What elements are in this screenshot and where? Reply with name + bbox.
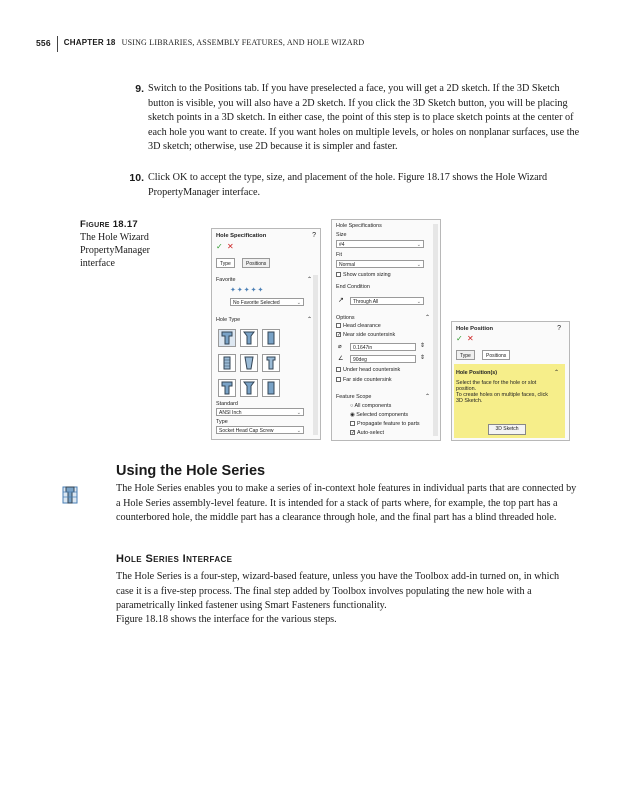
- chapter-title: USING LIBRARIES, ASSEMBLY FEATURES, AND HOLE WIZARD: [121, 38, 365, 47]
- custom-sizing-checkbox[interactable]: [336, 272, 391, 278]
- note-message-1: Select the face for the hole or slot position.: [456, 380, 537, 392]
- countersink-icon[interactable]: [240, 329, 258, 347]
- help-icon[interactable]: ?: [312, 232, 316, 239]
- collapse-icon[interactable]: ⌃: [306, 277, 312, 283]
- step-9: [135, 82, 580, 155]
- fit-label: Fit: [336, 252, 342, 258]
- custom-sizing-label: Show custom sizing: [343, 272, 391, 278]
- panel-title: Hole Specification: [216, 233, 267, 239]
- standard-label: Standard: [216, 401, 238, 407]
- hole-icon[interactable]: [262, 329, 280, 347]
- near-side-label: Near side countersink: [343, 332, 396, 338]
- step-text: Switch to the Positions tab. If you have preselected a face, you will get a 2D sketch. If the 3D Sketch button is visible, you will also have a 2D sketch. If you click the 3D Sketch button, you will be placing sketch points in a 3D sketch. In either case, the point of this step is to place sketch points at the center of each hole you want to create. If you want holes on multiple levels, or holes on nonplanar surfaces, use the 3D sketch; otherwise, use 2D because it is simpler and faster.: [148, 83, 580, 152]
- 3d-sketch-button-label: 3D Sketch: [495, 426, 519, 432]
- propagate-checkbox[interactable]: [350, 421, 420, 427]
- under-head-checkbox[interactable]: [336, 367, 400, 373]
- diameter-icon: ⌀: [338, 344, 342, 350]
- hole-specifications-panel: [331, 219, 441, 441]
- favorite-icons[interactable]: ✦✦✦✦✦: [230, 287, 265, 294]
- tab-type-label: Type: [220, 261, 231, 267]
- far-side-label: Far side countersink: [343, 377, 392, 383]
- selected-components-label: Selected components: [356, 412, 409, 418]
- chapter-label: CHAPTER 18: [63, 38, 116, 47]
- 3d-sketch-button[interactable]: [488, 424, 526, 435]
- feature-scope-label: Feature Scope: [336, 394, 372, 400]
- checkbox-checked: ✓: [337, 332, 342, 339]
- panel-title: Hole Position: [456, 326, 494, 332]
- scrollbar[interactable]: [313, 275, 318, 435]
- standard-select[interactable]: [216, 408, 304, 416]
- figure-caption: [80, 218, 162, 270]
- tab-type[interactable]: [216, 258, 235, 268]
- counterbore-slot-icon[interactable]: [218, 379, 236, 397]
- standard-select-value: ANSI Inch: [219, 410, 242, 416]
- collapse-icon[interactable]: ⌃: [424, 315, 430, 321]
- note-message-2: To create holes on multiple faces, click 3D Sketch.: [456, 392, 548, 404]
- collapse-icon[interactable]: ⌃: [306, 317, 312, 323]
- step-number: 10.: [129, 172, 144, 184]
- far-side-checkbox[interactable]: [336, 377, 392, 383]
- slot-icon[interactable]: [262, 379, 280, 397]
- angle-value: 90deg: [353, 357, 367, 363]
- section-heading: Using the Hole Series: [116, 463, 266, 479]
- checkbox-box: [350, 421, 355, 426]
- chevron-down-icon: ⌄: [416, 242, 421, 248]
- section-body: The Hole Series enables you to make a series of in-context hole features in individual parts that are connected by a Hole Series assembly-level feature. It is intended for a stack of parts where, for example, the top part has a counterbored hole, the middle part has a clearance through hole, and the final part has a blind threaded hole.: [116, 483, 577, 523]
- step-10: [129, 171, 580, 200]
- page-number: 556: [36, 38, 51, 48]
- propagate-label: Propagate feature to parts: [357, 421, 420, 427]
- type-select[interactable]: [216, 426, 304, 434]
- figure-label: Figure 18.17: [80, 219, 138, 230]
- fit-select[interactable]: [336, 260, 424, 268]
- tab-type-label: Type: [460, 353, 471, 359]
- direction-arrow-icon[interactable]: ↗: [338, 297, 344, 304]
- checkbox-box: [336, 272, 341, 277]
- counterbore-icon[interactable]: [218, 329, 236, 347]
- tab-positions-label: Positions: [246, 261, 267, 267]
- options-label: Options: [336, 315, 355, 321]
- chevron-down-icon: ⌄: [296, 300, 301, 306]
- step-number: 9.: [135, 83, 144, 95]
- head-clearance-label: Head clearance: [343, 323, 381, 329]
- all-components-radio[interactable]: ○ All components: [350, 403, 392, 409]
- tab-type[interactable]: [456, 350, 475, 360]
- tab-positions[interactable]: [482, 350, 510, 360]
- checkbox-checked: ✓: [351, 430, 356, 437]
- cancel-icon[interactable]: ✕: [467, 334, 474, 343]
- all-components-label: All components: [354, 403, 392, 409]
- chevron-down-icon: ⌄: [416, 299, 421, 305]
- tab-positions-label: Positions: [486, 353, 507, 359]
- ok-icon[interactable]: ✓: [456, 334, 463, 343]
- legacy-hole-icon[interactable]: [262, 354, 280, 372]
- auto-select-label: Auto-select: [357, 430, 384, 436]
- hole-position-note: [454, 364, 565, 438]
- cancel-icon[interactable]: ✕: [227, 242, 234, 251]
- selected-components-radio[interactable]: ◉ Selected components: [350, 412, 409, 418]
- spin-icon[interactable]: ⇕: [420, 343, 426, 349]
- end-condition-select-value: Through All: [353, 299, 379, 305]
- auto-select-checkbox[interactable]: [350, 430, 384, 436]
- end-condition-select[interactable]: [350, 297, 424, 305]
- step-text: Click OK to accept the type, size, and placement of the hole. Figure 18.17 shows the Hole Wizard PropertyManager interface.: [148, 172, 548, 198]
- checkbox-box: [336, 323, 341, 328]
- hole-position-section-label: Hole Position(s): [456, 370, 498, 376]
- favorite-section-label: Favorite: [216, 277, 236, 283]
- type-select-value: Socket Head Cap Screw: [219, 428, 274, 434]
- subsection-body-2: Figure 18.18 shows the interface for the various steps.: [116, 614, 337, 625]
- diameter-field[interactable]: [350, 343, 416, 351]
- help-icon[interactable]: ?: [557, 325, 561, 332]
- checkbox-box: [336, 377, 341, 382]
- collapse-icon[interactable]: ⌃: [424, 394, 430, 400]
- hole-position-panel: [451, 321, 570, 441]
- type-label: Type: [216, 419, 228, 425]
- tapered-tap-icon[interactable]: [240, 354, 258, 372]
- countersink-slot-icon[interactable]: [240, 379, 258, 397]
- size-select-value: #4: [339, 242, 345, 248]
- size-label: Size: [336, 232, 347, 238]
- favorite-select[interactable]: [230, 298, 304, 306]
- hole-series-icon: [62, 485, 78, 505]
- chevron-down-icon: ⌄: [296, 410, 301, 416]
- section-label: Hole Specifications: [336, 223, 382, 229]
- chevron-down-icon: ⌄: [416, 262, 421, 268]
- under-head-label: Under head countersink: [343, 367, 401, 373]
- checkbox-box: [336, 367, 341, 372]
- spin-icon[interactable]: ⇕: [420, 355, 426, 361]
- figure-caption-text: The Hole Wizard PropertyManager interface: [80, 232, 150, 269]
- subsection-body: The Hole Series is a four-step, wizard-based feature, unless you have the Toolbox add-in turned on, in which case it is a five-step process. The final step added by Toolbox involves populating the new hole with a parametrically linked fastener using Smart Fasteners functionality.: [116, 571, 560, 611]
- angle-icon: ∠: [338, 356, 344, 362]
- straight-tap-icon[interactable]: [218, 354, 236, 372]
- ok-icon[interactable]: ✓: [216, 242, 223, 251]
- running-head: [36, 38, 364, 52]
- head-clearance-checkbox[interactable]: [336, 323, 381, 329]
- scrollbar[interactable]: [433, 224, 438, 436]
- size-select[interactable]: [336, 240, 424, 248]
- hole-specification-panel: [211, 228, 321, 440]
- hole-type-section-label: Hole Type: [216, 317, 241, 323]
- collapse-icon[interactable]: ⌃: [553, 370, 559, 376]
- subsection-heading: Hole Series Interface: [116, 553, 233, 565]
- end-condition-label: End Condition: [336, 284, 370, 290]
- angle-field[interactable]: [350, 355, 416, 363]
- diameter-value: 0.1647in: [353, 345, 373, 351]
- chevron-down-icon: ⌄: [296, 428, 301, 434]
- fit-select-value: Normal: [339, 262, 356, 268]
- near-side-checkbox[interactable]: [336, 332, 395, 338]
- header-divider: [57, 36, 58, 52]
- tab-positions[interactable]: [242, 258, 270, 268]
- favorite-select-value: No Favorite Selected: [233, 300, 280, 306]
